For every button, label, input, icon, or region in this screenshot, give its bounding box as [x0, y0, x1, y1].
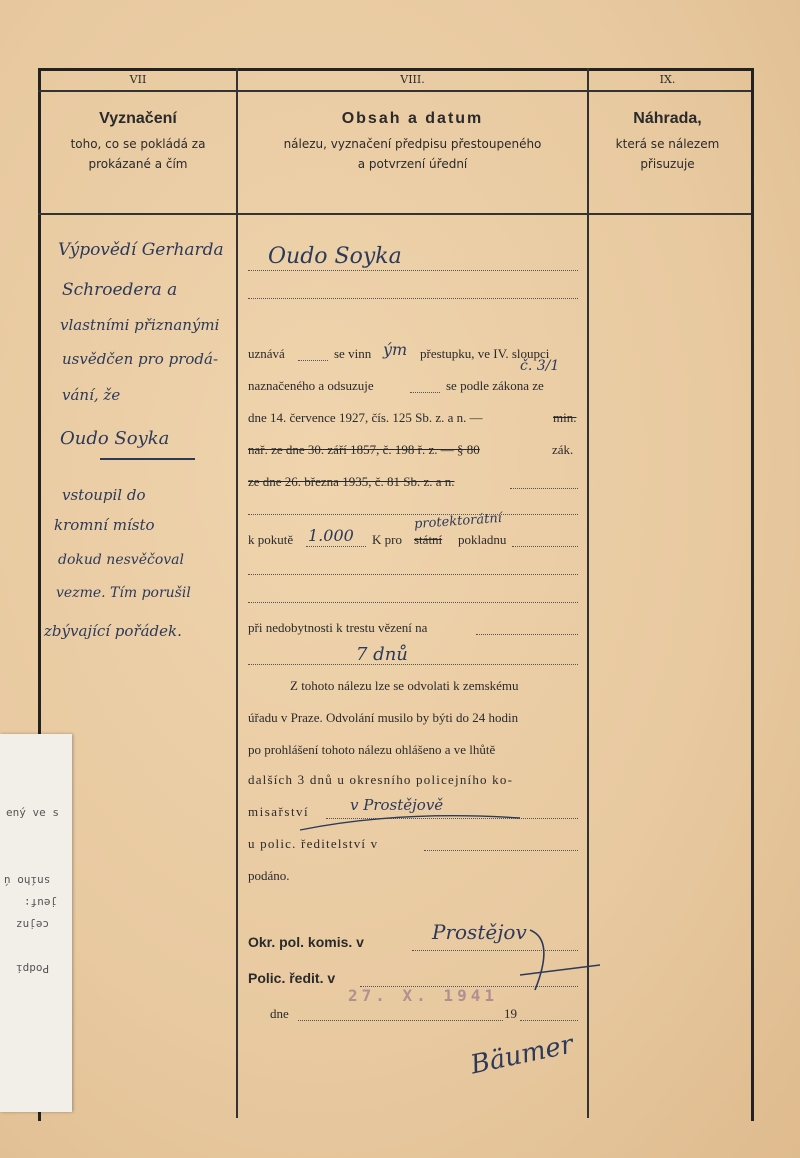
column-subtitle: která se nálezem: [615, 137, 720, 151]
form-text: misařství: [248, 804, 310, 819]
handwritten-note: vstoupil do: [62, 486, 146, 504]
form-text: u polic. ředitelství v: [248, 836, 379, 851]
struck-text: státní: [414, 532, 443, 547]
column-subtitle: přisuzuje: [640, 157, 695, 171]
tab-text: jeuf:: [24, 896, 58, 909]
column-number: VIII.: [400, 73, 425, 86]
handwritten-amount: 1.000: [308, 526, 354, 545]
column-number: IX.: [659, 73, 676, 86]
form-label: Polic. ředit. v: [248, 970, 336, 986]
handwritten-note: dokud nesvěčoval: [58, 552, 184, 568]
handwritten-note: kromní místo: [54, 516, 155, 534]
form-text: úřadu v Praze. Odvolání musilo by býti do 24 hodin: [248, 710, 519, 725]
form-text: pokladnu: [458, 532, 507, 547]
handwritten-note: vlastními přiznanými: [60, 316, 220, 334]
column-subtitle: prokázané a čím: [88, 157, 188, 171]
handwritten-correction: protektorátní: [413, 510, 503, 533]
handwritten-note: vání, že: [62, 386, 121, 404]
signature: Bäumer: [468, 1029, 576, 1081]
handwritten-note: usvědčen pro prodá-: [62, 350, 219, 368]
handwritten-place: Prostějov: [432, 920, 527, 944]
column-subtitle: a potvrzení úřední: [357, 157, 468, 171]
form-text: dne: [270, 1006, 289, 1021]
handwritten-office: v Prostějově: [350, 796, 444, 814]
form-text: dalších 3 dnů u okresního policejního ko-: [248, 772, 514, 787]
handwritten-name: Oudo Soyka: [268, 244, 402, 269]
column-number: VII: [129, 73, 147, 86]
column-subtitle: nálezu, vyznačení předpisu přestoupeného: [283, 137, 542, 151]
handwritten-note: Oudo Soyka: [60, 428, 170, 449]
form-text: zák.: [552, 442, 574, 457]
handwritten-note: vezme. Tím porušil: [56, 585, 191, 601]
column-subtitle: toho, co se pokládá za: [70, 137, 206, 151]
column-title: Vyznačení: [99, 110, 177, 127]
column-title: Obsah a datum: [341, 110, 484, 127]
column-title: Náhrada,: [633, 110, 702, 127]
date-stamp: 27. X. 1941: [348, 986, 498, 1005]
form-text: 19: [504, 1006, 517, 1021]
form-text: se vinn: [334, 346, 372, 361]
form-text: při nedobytnosti k trestu vězení na: [248, 620, 428, 635]
form-text: po prohlášení tohoto nálezu ohlášeno a ve lhůtě: [248, 742, 496, 757]
form-text: K pro: [372, 532, 402, 547]
tab-text: sního ú: [4, 874, 51, 887]
form-text: se podle zákona ze: [446, 378, 544, 393]
form-text: naznačeného a odsuzuje: [248, 378, 374, 393]
handwritten-note: Výpovědí Gerharda: [58, 240, 224, 260]
struck-text: ze dne 26. března 1935, č. 81 Sb. z. a n.: [248, 474, 455, 489]
handwritten-note: zbývající pořádek.: [44, 622, 182, 640]
handwritten-days: 7 dnů: [356, 644, 408, 665]
form-text: uznává: [248, 346, 285, 361]
form-text: k pokutě: [248, 532, 294, 547]
form-label: Okr. pol. komis. v: [248, 934, 364, 950]
struck-text: nař. ze dne 30. září 1857, č. 198 ř. z. — § 80: [248, 442, 480, 457]
form-text: Z tohoto nálezu lze se odvolati k zemskému: [290, 678, 519, 693]
struck-text: min.: [553, 410, 577, 425]
tab-text: Podpi: [16, 962, 50, 975]
form-text: dne 14. července 1927, čís. 125 Sb. z. a n. —: [248, 410, 483, 425]
tab-text: ený ve s: [6, 806, 59, 819]
attached-paper-tab: [0, 734, 72, 1112]
handwritten-number: č. 3/1: [520, 358, 560, 374]
form-text: přestupku, ve IV. sloupci: [420, 346, 550, 361]
form-text: podáno.: [248, 868, 290, 883]
handwritten-note: Schroedera a: [62, 280, 178, 300]
tab-text: cejnz: [16, 918, 50, 931]
handwritten-ending: ým: [383, 340, 408, 359]
